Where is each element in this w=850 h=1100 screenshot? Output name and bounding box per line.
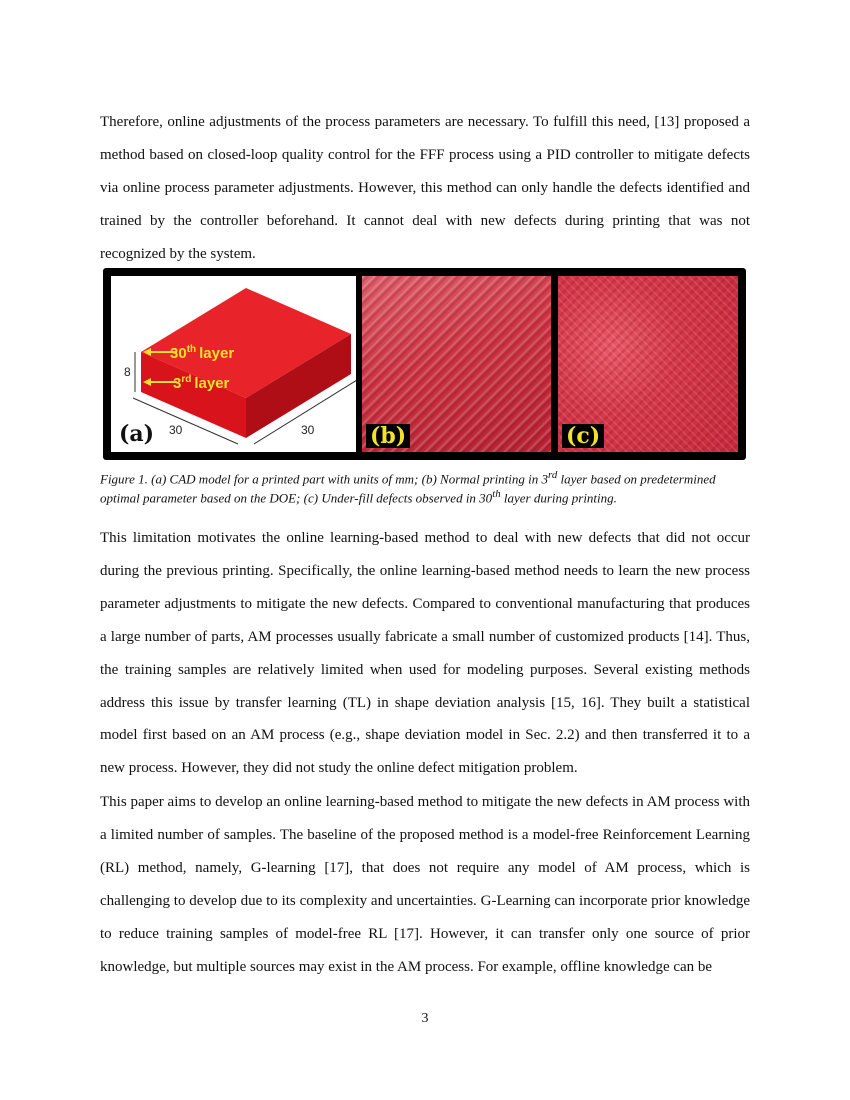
label-30th-layer: 30th layer — [170, 344, 235, 362]
right-width-dim-label: 30 — [301, 423, 315, 437]
figure-caption: Figure 1. (a) CAD model for a printed part with units of mm; (b) Normal printing in 3rd layer based on predetermined optimal parameter based on the DOE; (c) Under-fill defects observed in 30th layer during printing. — [100, 469, 716, 506]
panel-c-underfill-defect-photo — [558, 276, 738, 452]
page-number: 3 — [421, 1011, 429, 1026]
body-paragraph-3: This paper aims to develop an online learning-based method to mitigate the new defects in AM process with a limited number of samples. The baseline of the proposed method is a model-free Reinforcement Learning (RL) method, namely, G-learning [17], that does not require any model of AM process, which is challenging to develop due to its complexity and uncertainties. G-Learning can incorporate prior knowledge to reduce training samples of model-free RL [17]. However, it can transfer only one source of prior knowledge, but multiple sources may exist in the AM process. For example, offline knowledge can be — [100, 794, 750, 975]
label-3rd-layer: 3rd layer — [173, 374, 230, 392]
figure-1 — [103, 268, 746, 460]
panel-b-label: (b) — [366, 424, 410, 448]
panel-a-label: (a) — [115, 422, 158, 446]
body-paragraph-1: Therefore, online adjustments of the process parameters are necessary. To fulfill this need, [13] proposed a method based on closed-loop quality control for the FFF process using a PID controller to mitigate defects via online process parameter adjustments. However, this method can only handle the defects identified and trained by the controller beforehand. It cannot deal with new defects during printing that was not recognized by the system. — [100, 114, 750, 262]
panel-b-normal-printing-photo — [362, 276, 551, 452]
height-dim-label: 8 — [124, 365, 131, 379]
body-paragraph-2: This limitation motivates the online learning-based method to deal with new defects that did not occur during the previous printing. Specifically, the online learning-based method needs to learn the new process parameter adjustments to mitigate the new defects. Compared to conventional manufacturing that produces a large number of parts, AM processes usually fabricate a small number of customized products [14]. Thus, the training samples are relatively limited when used for modeling purposes. Several existing methods address this issue by transfer learning (TL) in shape deviation analysis [15, 16]. They built a statistical model first based on an AM process (e.g., shape deviation model in Sec. 2.2) and then transferred it to a new process. However, they did not study the online defect mitigation problem. — [100, 530, 750, 777]
panel-c-label: (c) — [562, 424, 604, 448]
left-width-dim-label: 30 — [169, 423, 183, 437]
panel-a-cad-model — [111, 276, 356, 452]
